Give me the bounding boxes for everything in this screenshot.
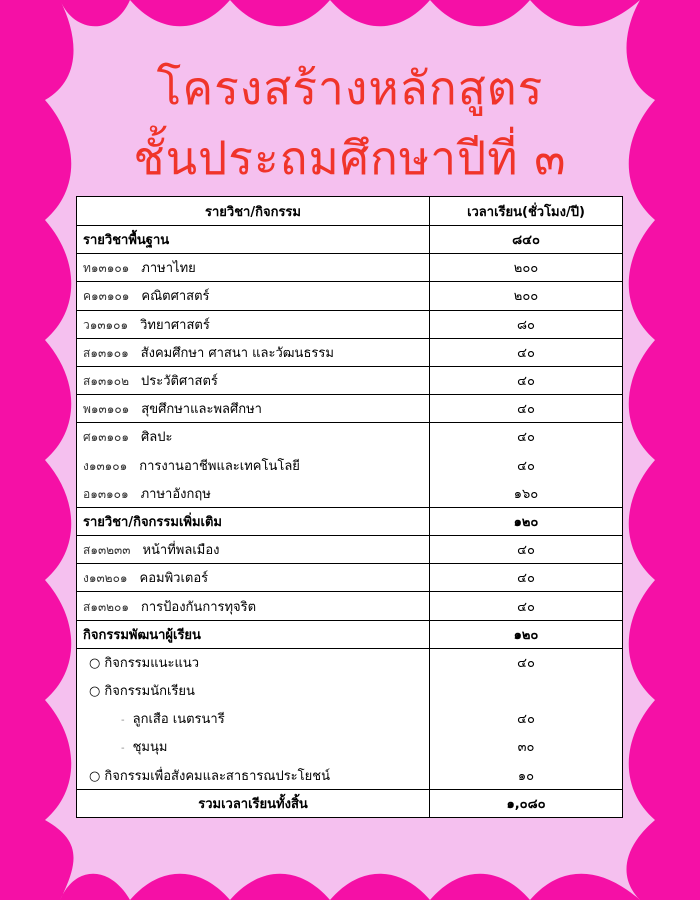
subject-code: ง๑๓๒๐๑ bbox=[83, 571, 128, 586]
table-row bbox=[77, 310, 623, 338]
subject-hours: ๔๐ bbox=[430, 592, 623, 620]
subject-hours: ๔๐ bbox=[430, 536, 623, 564]
table-row bbox=[77, 282, 623, 310]
table-row bbox=[77, 564, 623, 592]
table-row bbox=[77, 733, 623, 761]
table-row bbox=[77, 761, 623, 789]
activity-hours: ๔๐ bbox=[430, 648, 623, 676]
section-row-additional bbox=[77, 507, 623, 535]
section-hours: ๘๔๐ bbox=[430, 226, 623, 254]
subject-name: การป้องกันการทุจริต bbox=[141, 599, 257, 615]
subject-hours: ๔๐ bbox=[430, 564, 623, 592]
section-row-activities bbox=[77, 620, 623, 648]
circle-bullet-icon: ○ bbox=[89, 655, 101, 671]
table-row bbox=[77, 366, 623, 394]
table-row bbox=[77, 479, 623, 507]
subject-name: ศิลปะ bbox=[141, 430, 173, 446]
subject-code: ง๑๓๑๐๑ bbox=[83, 458, 128, 473]
subject-name: การงานอาชีพและเทคโนโลยี bbox=[139, 458, 300, 474]
subject-hours: ๔๐ bbox=[430, 338, 623, 366]
subject-name: ประวัติศาสตร์ bbox=[141, 374, 218, 390]
table-row bbox=[77, 423, 623, 451]
activity-hours: ๔๐ bbox=[430, 705, 623, 733]
subject-name: สุขศึกษาและพลศึกษา bbox=[141, 402, 262, 418]
subject-hours: ๑๖๐ bbox=[430, 479, 623, 507]
section-hours: ๑๒๐ bbox=[430, 620, 623, 648]
activity-name: ลูกเสือ เนตรนารี bbox=[132, 712, 225, 728]
table-row bbox=[77, 395, 623, 423]
circle-bullet-icon: ○ bbox=[89, 768, 101, 784]
subject-code: พ๑๓๑๐๑ bbox=[83, 402, 130, 417]
subject-hours: ๔๐ bbox=[430, 423, 623, 451]
table-row bbox=[77, 705, 623, 733]
total-label: รวมเวลาเรียนทั้งสิ้น bbox=[77, 789, 430, 817]
table-row bbox=[77, 254, 623, 282]
table-row bbox=[77, 536, 623, 564]
page-subtitle: ชั้นประถมศึกษาปีที่ ๓ bbox=[133, 131, 567, 185]
subject-code: ส๑๓๑๐๒ bbox=[83, 374, 129, 389]
subject-hours: ๘๐ bbox=[430, 310, 623, 338]
table-row bbox=[77, 338, 623, 366]
subject-hours: ๔๐ bbox=[430, 366, 623, 394]
table-row bbox=[77, 451, 623, 479]
subject-code: ส๑๓๒๐๑ bbox=[83, 599, 129, 614]
subject-hours: ๔๐ bbox=[430, 451, 623, 479]
header-subject: รายวิชา/กิจกรรม bbox=[77, 197, 430, 226]
section-label: รายวิชา/กิจกรรมเพิ่มเติม bbox=[77, 507, 430, 535]
subject-name: หน้าที่พลเมือง bbox=[142, 543, 220, 559]
subject-hours: ๒๐๐ bbox=[430, 254, 623, 282]
activity-name: กิจกรรมนักเรียน bbox=[104, 684, 195, 700]
subject-name: คอมพิวเตอร์ bbox=[139, 571, 209, 587]
subject-code: ว๑๓๑๐๑ bbox=[83, 317, 129, 332]
activity-hours bbox=[430, 677, 623, 705]
dash-bullet-icon: - bbox=[121, 715, 125, 727]
table-header-row bbox=[77, 197, 623, 226]
activity-hours: ๑๐ bbox=[430, 761, 623, 789]
activity-hours: ๓๐ bbox=[430, 733, 623, 761]
subject-code: ส๑๓๑๐๑ bbox=[83, 345, 129, 360]
subject-name: สังคมศึกษา ศาสนา และวัฒนธรรม bbox=[140, 345, 334, 361]
header-hours: เวลาเรียน(ชั่วโมง/ปี) bbox=[430, 197, 623, 226]
curriculum-table bbox=[76, 196, 623, 818]
subject-code: ท๑๓๑๐๑ bbox=[83, 261, 130, 276]
table-row bbox=[77, 677, 623, 705]
activity-name: ชุมนุม bbox=[132, 740, 168, 756]
subject-hours: ๔๐ bbox=[430, 395, 623, 423]
circle-bullet-icon: ○ bbox=[89, 684, 101, 700]
subject-name: คณิตศาสตร์ bbox=[141, 289, 210, 305]
subject-name: ภาษาอังกฤษ bbox=[140, 486, 211, 502]
total-hours: ๑,๐๘๐ bbox=[430, 789, 623, 817]
section-row-basic bbox=[77, 226, 623, 254]
subject-code: อ๑๓๑๐๑ bbox=[83, 486, 129, 501]
subject-hours: ๒๐๐ bbox=[430, 282, 623, 310]
table-row bbox=[77, 592, 623, 620]
dash-bullet-icon: - bbox=[121, 743, 125, 755]
subject-name: ภาษาไทย bbox=[141, 261, 196, 277]
table-row bbox=[77, 648, 623, 676]
page-title: โครงสร้างหลักสูตร bbox=[156, 61, 544, 115]
subject-code: ค๑๓๑๐๑ bbox=[83, 289, 130, 304]
total-row bbox=[77, 789, 623, 817]
activity-name: กิจกรรมเพื่อสังคมและสาธารณประโยชน์ bbox=[104, 768, 330, 784]
section-hours: ๑๒๐ bbox=[430, 507, 623, 535]
subject-code: ศ๑๓๑๐๑ bbox=[83, 430, 129, 445]
subject-code: ส๑๓๒๓๓ bbox=[83, 543, 131, 558]
section-label: รายวิชาพื้นฐาน bbox=[77, 226, 430, 254]
subject-name: วิทยาศาสตร์ bbox=[140, 317, 210, 333]
activity-name: กิจกรรมแนะแนว bbox=[104, 655, 200, 671]
section-label: กิจกรรมพัฒนาผู้เรียน bbox=[77, 620, 430, 648]
